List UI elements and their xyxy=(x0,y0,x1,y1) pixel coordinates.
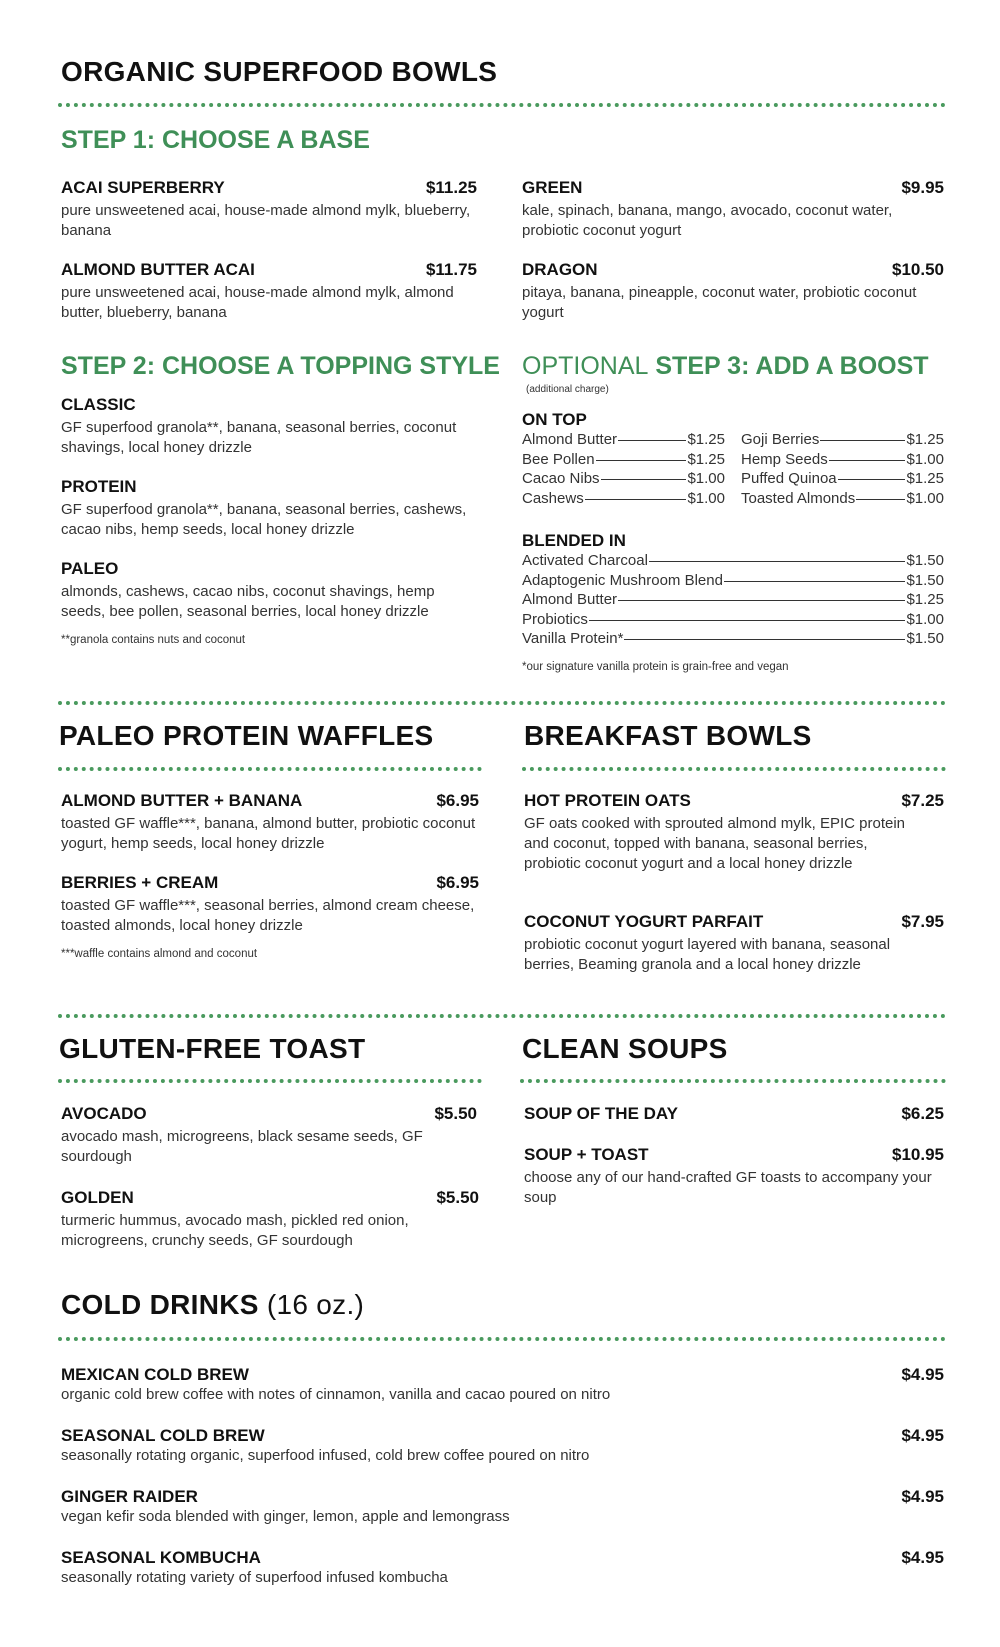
drinks-title-text: COLD DRINKS xyxy=(61,1289,259,1320)
bowls-title: ORGANIC SUPERFOOD BOWLS xyxy=(61,56,498,87)
item-price: $10.95 xyxy=(892,1145,944,1164)
item-price: $5.50 xyxy=(436,1188,479,1207)
menu-item-coconut-yogurt-parfait xyxy=(524,912,944,975)
topping-paleo xyxy=(61,559,477,622)
item-desc: seasonally rotating organic, superfood infused, cold brew coffee poured on nitro xyxy=(61,1447,590,1464)
item-name: SOUP + TOAST xyxy=(524,1145,649,1164)
menu-item-green xyxy=(522,178,944,241)
additional-charge-note: (additional charge) xyxy=(526,384,609,395)
step2-heading: STEP 2: CHOOSE A TOPPING STYLE xyxy=(61,352,500,380)
item-desc: pitaya, banana, pineapple, coconut water, probiotic coconut yogurt xyxy=(522,284,917,321)
item-name: HOT PROTEIN OATS xyxy=(524,791,691,810)
item-name: AVOCADO xyxy=(61,1104,147,1123)
item-desc: vegan kefir soda blended with ginger, lemon, apple and lemongrass xyxy=(61,1508,510,1525)
item-desc: GF oats cooked with sprouted almond mylk, EPIC protein and coconut, topped with banana, seasonal berries, probiotic coconut yogurt and a local honey drizzle xyxy=(524,815,906,872)
menu-item-almond-butter-banana xyxy=(61,791,479,854)
item-name: ALMOND BUTTER ACAI xyxy=(61,260,255,279)
item-price: $9.95 xyxy=(901,178,944,197)
boost-row: Cashews $1.00 xyxy=(522,489,725,507)
item-name: GREEN xyxy=(522,178,583,197)
item-desc: probiotic coconut yogurt layered with banana, seasonal berries, Beaming granola and a local honey drizzle xyxy=(524,936,891,973)
menu-item-acai-superberry xyxy=(61,178,477,241)
item-price: $5.50 xyxy=(434,1104,477,1123)
item-desc: organic cold brew coffee with notes of cinnamon, vanilla and cacao poured on nitro xyxy=(61,1386,611,1403)
topping-classic xyxy=(61,395,477,458)
item-price: $4.95 xyxy=(901,1548,944,1567)
menu-item-mexican-cold-brew xyxy=(61,1365,944,1405)
waffles-title: PALEO PROTEIN WAFFLES xyxy=(59,720,434,751)
menu-item-seasonal-cold-brew xyxy=(61,1426,944,1466)
item-price: $6.95 xyxy=(436,873,479,892)
item-price: $7.25 xyxy=(901,791,944,810)
topping-protein xyxy=(61,477,477,540)
item-name: PALEO xyxy=(61,559,119,578)
boost-row: Almond Butter $1.25 xyxy=(522,591,944,608)
boost-row: Vanilla Protein* $1.50 xyxy=(522,630,944,647)
boost-row: Bee Pollen $1.25 xyxy=(522,450,725,468)
toast-title: GLUTEN-FREE TOAST xyxy=(59,1033,366,1064)
item-price: $4.95 xyxy=(901,1365,944,1384)
soups-title: CLEAN SOUPS xyxy=(522,1033,728,1064)
boost-row: Cacao Nibs $1.00 xyxy=(522,470,725,487)
boost-row: Puffed Quinoa $1.25 xyxy=(741,470,944,487)
item-desc: pure unsweetened acai, house-made almond mylk, blueberry, banana xyxy=(61,202,471,239)
blended-in-list xyxy=(522,552,944,650)
item-price: $7.95 xyxy=(901,912,944,931)
item-desc: toasted GF waffle***, seasonal berries, almond cream cheese, toasted almonds, local honey drizzle xyxy=(61,897,475,934)
boost-row: Activated Charcoal $1.50 xyxy=(522,552,944,569)
item-desc: turmeric hummus, avocado mash, pickled red onion, microgreens, crunchy seeds, GF sourdough xyxy=(61,1212,409,1249)
item-price: $6.95 xyxy=(436,791,479,810)
on-top-list-left xyxy=(522,431,725,509)
menu-item-golden-toast xyxy=(61,1188,479,1251)
item-name: GINGER RAIDER xyxy=(61,1487,198,1506)
item-desc: kale, spinach, banana, mango, avocado, coconut water, probiotic coconut yogurt xyxy=(522,202,893,239)
boost-row: Probiotics $1.00 xyxy=(522,610,944,628)
item-name: DRAGON xyxy=(522,260,598,279)
menu-item-seasonal-kombucha xyxy=(61,1548,944,1588)
item-name: ALMOND BUTTER + BANANA xyxy=(61,791,303,810)
waffle-footnote: ***waffle contains almond and coconut xyxy=(61,948,258,960)
boost-row: Goji Berries $1.25 xyxy=(741,431,944,448)
item-name: CLASSIC xyxy=(61,395,136,414)
item-name: SEASONAL KOMBUCHA xyxy=(61,1548,261,1567)
divider xyxy=(58,1079,482,1083)
divider xyxy=(58,767,482,771)
item-price: $4.95 xyxy=(901,1426,944,1445)
boost-row: Hemp Seeds $1.00 xyxy=(741,450,944,468)
step3-label: STEP 3: ADD A BOOST xyxy=(655,352,929,380)
drinks-size: (16 oz.) xyxy=(266,1289,365,1320)
drinks-title xyxy=(61,1289,364,1321)
menu-item-berries-cream xyxy=(61,873,479,936)
divider xyxy=(58,1014,946,1018)
menu-item-dragon xyxy=(522,260,944,323)
divider xyxy=(58,103,946,107)
blended-in-heading: BLENDED IN xyxy=(522,531,626,550)
item-price: $4.95 xyxy=(901,1487,944,1506)
item-name: ACAI SUPERBERRY xyxy=(61,178,225,197)
item-desc: toasted GF waffle***, banana, almond butter, probiotic coconut yogurt, hemp seeds, local honey drizzle xyxy=(61,815,476,852)
menu-item-hot-protein-oats xyxy=(524,791,944,874)
breakfast-title: BREAKFAST BOWLS xyxy=(524,720,812,751)
item-name: COCONUT YOGURT PARFAIT xyxy=(524,912,764,931)
item-name: SOUP OF THE DAY xyxy=(524,1104,678,1123)
divider xyxy=(520,1079,946,1083)
menu-item-soup-toast xyxy=(524,1145,944,1208)
item-desc: choose any of our hand-crafted GF toasts to accompany your soup xyxy=(524,1169,932,1206)
item-name: BERRIES + CREAM xyxy=(61,873,219,892)
on-top-list-right xyxy=(741,431,944,509)
item-price: $11.75 xyxy=(425,260,477,279)
on-top-heading: ON TOP xyxy=(522,410,587,429)
item-desc: GF superfood granola**, banana, seasonal berries, coconut shavings, local honey drizzle xyxy=(61,419,457,456)
item-desc: seasonally rotating variety of superfood infused kombucha xyxy=(61,1569,448,1586)
menu-item-soup-of-the-day xyxy=(524,1104,944,1124)
item-name: PROTEIN xyxy=(61,477,137,496)
boost-row: Toasted Almonds $1.00 xyxy=(741,489,944,507)
step3-heading xyxy=(522,352,929,381)
item-name: MEXICAN COLD BREW xyxy=(61,1365,249,1384)
menu-item-almond-butter-acai xyxy=(61,260,477,323)
boost-row: Adaptogenic Mushroom Blend $1.50 xyxy=(522,571,944,589)
divider xyxy=(522,767,946,771)
item-price: $6.25 xyxy=(901,1104,944,1123)
vanilla-protein-footnote: *our signature vanilla protein is grain-free and vegan xyxy=(522,661,789,673)
divider xyxy=(58,1337,946,1341)
boost-row: Almond Butter $1.25 xyxy=(522,431,725,448)
item-name: GOLDEN xyxy=(61,1188,134,1207)
item-desc: pure unsweetened acai, house-made almond mylk, almond butter, blueberry, banana xyxy=(61,284,454,321)
step1-heading: STEP 1: CHOOSE A BASE xyxy=(61,126,370,154)
menu-item-ginger-raider xyxy=(61,1487,944,1527)
divider xyxy=(58,701,946,705)
item-desc: almonds, cashews, cacao nibs, coconut shavings, hemp seeds, bee pollen, seasonal berries, local honey drizzle xyxy=(61,583,435,620)
item-price: $10.50 xyxy=(892,260,944,279)
item-price: $11.25 xyxy=(425,178,477,197)
granola-footnote: **granola contains nuts and coconut xyxy=(61,634,246,646)
item-desc: avocado mash, microgreens, black sesame seeds, GF sourdough xyxy=(61,1128,423,1165)
optional-label: OPTIONAL xyxy=(522,352,649,380)
item-name: SEASONAL COLD BREW xyxy=(61,1426,265,1445)
menu-item-avocado-toast xyxy=(61,1104,477,1167)
item-desc: GF superfood granola**, banana, seasonal berries, cashews, cacao nibs, hemp seeds, local honey drizzle xyxy=(61,501,467,538)
